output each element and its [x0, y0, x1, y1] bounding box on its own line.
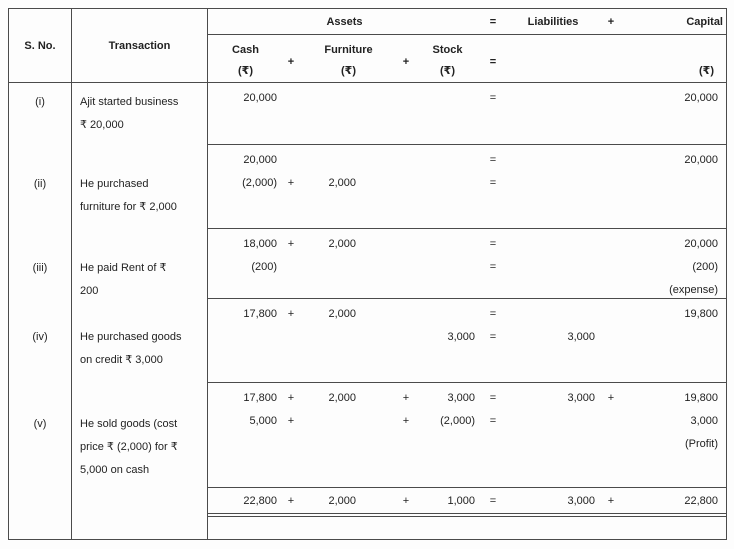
stock-value	[414, 256, 481, 279]
transaction-line: 5,000 on cash	[80, 464, 150, 476]
equation-row	[208, 387, 726, 410]
equation-block-ii	[208, 145, 726, 229]
equals-sign	[481, 433, 505, 456]
plus-sign	[601, 303, 621, 326]
plus-sign	[601, 256, 621, 279]
transaction-body	[72, 83, 207, 539]
equals-sign: =	[489, 392, 497, 404]
equals-sign: =	[489, 15, 497, 28]
furniture-value: 2,000	[328, 308, 356, 320]
stock-value: 1,000	[447, 495, 475, 507]
capital-value: 22,800	[684, 495, 718, 507]
furniture-value: 2,000	[328, 177, 356, 189]
equation-row	[208, 326, 726, 349]
transaction-line: ₹ 20,000	[80, 119, 124, 131]
liabilities-value	[505, 172, 601, 195]
serial-number: (ii)	[33, 178, 47, 190]
plus-sign: +	[607, 495, 615, 507]
equation-sub-header	[208, 35, 726, 83]
cash-rupee-label: (₹)	[238, 65, 253, 77]
plus-sign	[601, 326, 621, 349]
sno-body	[9, 83, 71, 539]
equation-body	[208, 83, 726, 539]
plus-sign: +	[287, 308, 295, 320]
stock-value: 3,000	[447, 331, 475, 343]
equation-top-header	[208, 9, 726, 35]
cash-value: 17,800	[243, 392, 277, 404]
cash-value: 20,000	[243, 92, 277, 104]
plus-sign	[398, 303, 414, 326]
stock-header-label: Stock	[432, 44, 463, 56]
transaction-text	[80, 173, 205, 219]
cash-header	[208, 35, 283, 82]
equation-section	[208, 9, 726, 539]
equals-sign: =	[489, 238, 497, 250]
furniture-value: 2,000	[328, 495, 356, 507]
plus-sign	[398, 256, 414, 279]
plus-sign: +	[287, 177, 295, 189]
assets-group-header: Assets	[326, 15, 363, 28]
plus-sign: +	[607, 15, 615, 28]
transaction-line: furniture for ₹ 2,000	[80, 201, 177, 213]
cash-value: 18,000	[243, 238, 277, 250]
equals-sign: =	[489, 177, 497, 189]
equation-row	[208, 149, 726, 172]
furniture-value: 2,000	[328, 392, 356, 404]
cash-value: (200)	[251, 261, 277, 273]
liabilities-value	[505, 303, 601, 326]
furniture-value: 2,000	[328, 238, 356, 250]
plus-sign	[398, 326, 414, 349]
capital-value	[621, 172, 726, 195]
liabilities-value	[505, 433, 601, 456]
cash-value: 22,800	[243, 495, 277, 507]
transaction-line: He paid Rent of ₹	[80, 262, 167, 274]
capital-value: 20,000	[684, 92, 718, 104]
cash-value: 17,800	[243, 308, 277, 320]
transaction-text	[80, 413, 205, 482]
serial-number: (v)	[33, 418, 47, 430]
equation-block-iv	[208, 299, 726, 383]
plus-sign: +	[402, 415, 410, 427]
equation-row	[208, 433, 726, 456]
equation-row	[208, 410, 726, 433]
liabilities-value	[505, 87, 601, 110]
transaction-line: Ajit started business	[80, 96, 179, 108]
accounting-equation-table	[8, 8, 727, 540]
plus-sign	[601, 410, 621, 433]
stock-value	[414, 87, 481, 110]
equals-sign: =	[489, 495, 497, 507]
plus-sign: +	[287, 392, 295, 404]
capital-value: 20,000	[684, 238, 718, 250]
liabilities-value: 3,000	[567, 331, 595, 343]
equals-sign: =	[489, 308, 497, 320]
equals-sign: =	[489, 154, 497, 166]
equation-row	[208, 233, 726, 256]
plus-sign: +	[287, 238, 295, 250]
plus-sign	[283, 256, 299, 279]
stock-value	[414, 303, 481, 326]
plus-sign	[283, 433, 299, 456]
transaction-text	[80, 257, 205, 303]
furniture-value	[299, 326, 398, 349]
serial-number: (iii)	[32, 262, 48, 274]
capital-header: Capital	[686, 15, 723, 28]
capital-value: 19,800	[684, 392, 718, 404]
liabilities-value	[505, 149, 601, 172]
equation-row	[208, 87, 726, 110]
plus-sign	[398, 149, 414, 172]
plus-sign	[601, 87, 621, 110]
cash-value: 5,000	[249, 415, 277, 427]
bottom-spacer-row	[208, 517, 726, 539]
cash-header-label: Cash	[232, 44, 259, 56]
equals-sign: =	[489, 415, 497, 427]
stock-value	[414, 172, 481, 195]
plus-sign	[601, 172, 621, 195]
stock-rupee-label: (₹)	[440, 65, 455, 77]
furniture-rupee-label: (₹)	[341, 65, 356, 77]
transaction-line: on credit ₹ 3,000	[80, 354, 163, 366]
transaction-line: price ₹ (2,000) for ₹	[80, 441, 178, 453]
capital-value: 3,000	[690, 415, 718, 427]
equation-block-i	[208, 83, 726, 145]
furniture-value	[299, 149, 398, 172]
transaction-line: 200	[80, 285, 99, 297]
equation-row	[208, 490, 726, 513]
empty-header-cell	[505, 35, 601, 82]
plus-sign	[398, 433, 414, 456]
plus-sign	[601, 149, 621, 172]
stock-value: 3,000	[447, 392, 475, 404]
plus-sign: +	[402, 495, 410, 507]
furniture-header	[299, 35, 398, 82]
liabilities-value: 3,000	[567, 495, 595, 507]
furniture-header-label: Furniture	[324, 44, 373, 56]
sno-header: S. No.	[9, 9, 71, 83]
equals-sign: =	[489, 261, 497, 273]
plus-sign	[601, 433, 621, 456]
liabilities-value: 3,000	[567, 392, 595, 404]
stock-value	[414, 149, 481, 172]
equation-row	[208, 256, 726, 279]
plus-sign	[283, 149, 299, 172]
furniture-value	[299, 433, 398, 456]
plus-sign	[398, 87, 414, 110]
plus-sign: +	[287, 495, 295, 507]
totals-block	[208, 488, 726, 517]
capital-value	[621, 326, 726, 349]
capital-rupee-label: (₹)	[699, 65, 714, 77]
transaction-text	[80, 91, 205, 137]
liabilities-value	[505, 256, 601, 279]
capital-value: (expense)	[669, 284, 718, 296]
furniture-value	[299, 87, 398, 110]
transaction-text	[80, 326, 205, 372]
furniture-value	[299, 256, 398, 279]
plus-sign	[283, 87, 299, 110]
serial-number: (iv)	[32, 331, 48, 343]
stock-value	[414, 233, 481, 256]
serial-number: (i)	[35, 96, 45, 108]
transaction-line: He purchased goods	[80, 331, 182, 343]
furniture-value	[299, 410, 398, 433]
capital-value: (200)	[692, 261, 718, 273]
stock-header	[414, 35, 481, 82]
plus-sign	[398, 172, 414, 195]
equals-sign: =	[489, 55, 497, 68]
sno-column	[9, 9, 72, 539]
capital-value: (Profit)	[685, 438, 718, 450]
equation-block-iii	[208, 229, 726, 299]
plus-sign: +	[287, 415, 295, 427]
liabilities-value	[505, 410, 601, 433]
capital-value: 19,800	[684, 308, 718, 320]
transaction-header: Transaction	[72, 9, 207, 83]
stock-value: (2,000)	[440, 415, 475, 427]
plus-sign	[601, 233, 621, 256]
cash-value: (2,000)	[242, 177, 277, 189]
plus-sign: +	[607, 392, 615, 404]
plus-sign: +	[287, 55, 295, 68]
cash-value	[208, 326, 283, 349]
transaction-line: He sold goods (cost	[80, 418, 178, 430]
plus-sign: +	[402, 55, 410, 68]
liabilities-header: Liabilities	[527, 15, 579, 28]
equals-sign: =	[489, 331, 497, 343]
equation-block-v	[208, 383, 726, 488]
cash-value: 20,000	[243, 154, 277, 166]
capital-value: 20,000	[684, 154, 718, 166]
plus-sign	[283, 326, 299, 349]
equation-row	[208, 303, 726, 326]
plus-sign	[398, 233, 414, 256]
transaction-line: He purchased	[80, 178, 149, 190]
equation-row	[208, 172, 726, 195]
transaction-column	[72, 9, 208, 539]
equals-sign: =	[489, 92, 497, 104]
liabilities-value	[505, 233, 601, 256]
plus-sign: +	[402, 392, 410, 404]
stock-value	[414, 433, 481, 456]
empty-header-cell	[601, 35, 621, 82]
cash-value	[208, 433, 283, 456]
